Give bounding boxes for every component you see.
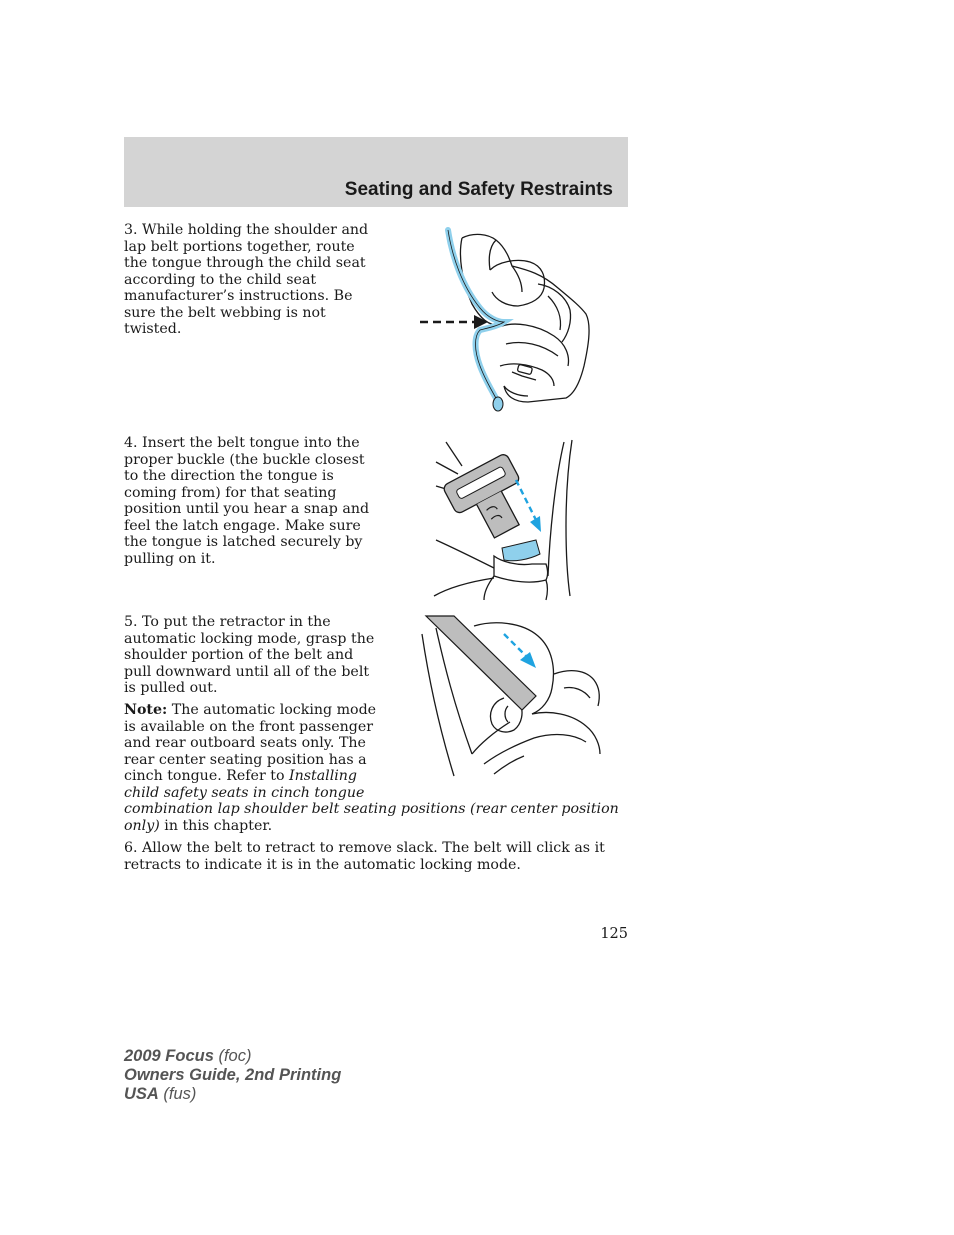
note-label: Note:	[124, 702, 168, 718]
section-title: Seating and Safety Restraints	[344, 179, 613, 200]
cross-reference-link: Installing	[289, 768, 358, 784]
step-3-text: 3. While holding the shoulder and lap belt portions together, route the tongue through the child seat according to the child seat manufacturer’s instructions. Be sure the belt webbing is not twisted.	[124, 222, 369, 337]
step-6-text: 6. Allow the belt to retract to remove slack. The belt will click as it retracts to indicate it is in the automatic locking mode.	[124, 840, 605, 873]
shoulder-belt-pull-illustration	[414, 614, 606, 778]
section-header-bar	[124, 137, 628, 207]
page-number: 125	[600, 926, 628, 942]
document-footer: 2009 Focus (foc) Owners Guide, 2nd Printing USA (fus)	[124, 1047, 342, 1103]
step-4-text: 4. Insert the belt tongue into the proper buckle (the buckle closest to the direction the tongue is coming from) for that seating position until you hear a snap and feel the latch engage. Make sure the tongue is latched securely by pulling on it.	[124, 435, 370, 567]
belt-buckle-insert-illustration	[428, 436, 578, 602]
step-5-text: 5. To put the retractor in the automatic locking mode, grasp the shoulder portion of the belt and pull downward until all of the belt is pulled out.	[124, 614, 375, 696]
child-seat-belt-routing-illustration	[418, 226, 596, 416]
note-text: Note: The automatic locking mode is available on the front passenger and rear outboard seats only. The rear center seating position has a cinch tongue. Refer to Installing child safety seats in cinch tongue combination lap shoulder belt seating positions (rear center position only) in this chapter.	[124, 702, 619, 834]
